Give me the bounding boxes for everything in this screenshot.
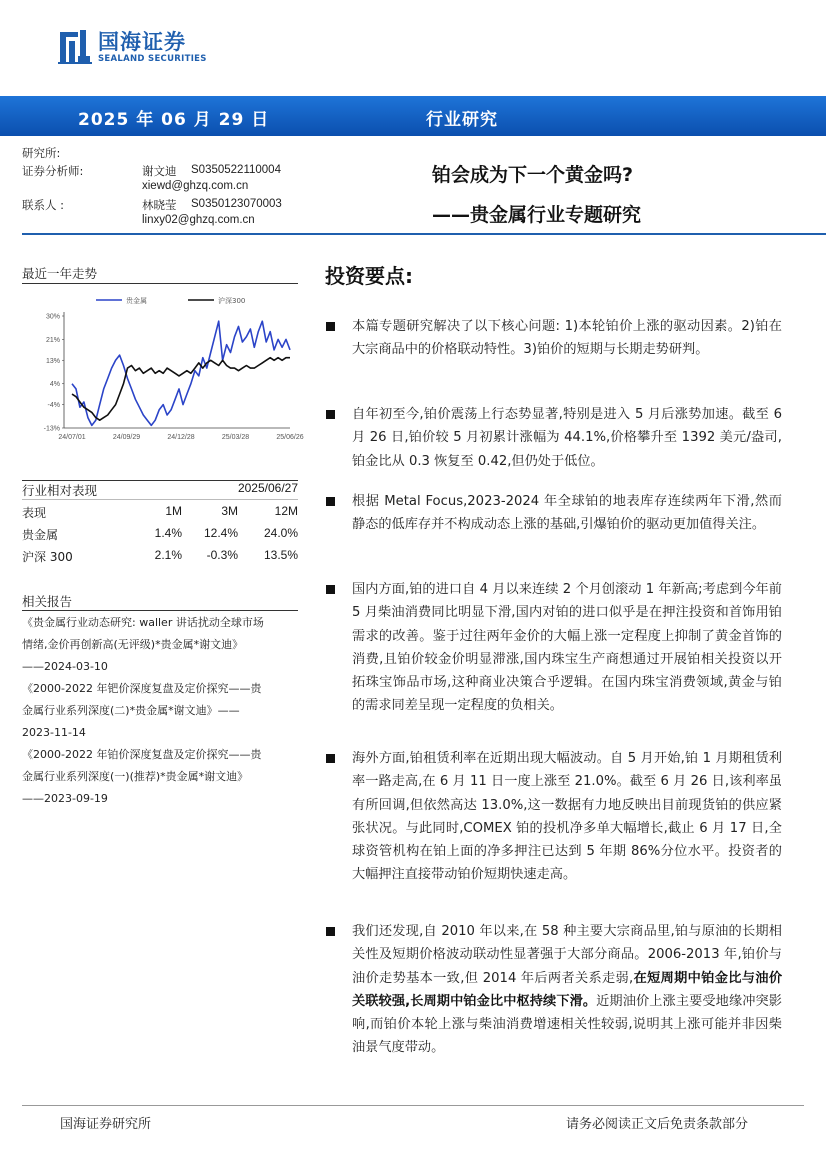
related-report-line[interactable]: 《2000-2022 年钯价深度复盘及定价探究——贵	[22, 682, 262, 695]
related-report-line[interactable]: 《2000-2022 年铂价深度复盘及定价探究——贵	[22, 748, 262, 761]
table-row	[22, 548, 298, 566]
x-tick-label: 25/03/28	[221, 434, 250, 441]
related-report-line[interactable]: 金属行业系列深度(一)(推荐)*贵金属*谢文迪》	[22, 770, 249, 783]
contact-name: 林晓莹	[142, 198, 177, 212]
perf-table-title-row	[22, 481, 298, 499]
related-report-line: ——2023-09-19	[22, 792, 108, 805]
related-report-line: ——2024-03-10	[22, 660, 108, 673]
perf-header-3m: 3M	[221, 504, 238, 518]
perf-row-1m: 2.1%	[154, 548, 182, 562]
perf-row-12m: 13.5%	[263, 548, 298, 562]
y-tick-label: -13%	[43, 425, 60, 433]
y-tick-label: 30%	[45, 313, 60, 321]
header-banner	[0, 96, 826, 136]
key-points-title: 投资要点:	[325, 264, 413, 288]
bullet-icon	[326, 322, 335, 331]
contact-email: linxy02@ghzq.com.cn	[142, 214, 255, 226]
key-point-emphasis: 在短周期中铂金比与油价关联较强,长周期中铂金比中枢持续下滑。	[352, 970, 783, 1009]
perf-header-12m: 12M	[274, 504, 298, 518]
related-report-line[interactable]: 金属行业系列深度(二)*贵金属*谢文迪》——	[22, 704, 240, 717]
y-tick-label: 4%	[49, 381, 60, 389]
institute-label: 研究所:	[22, 146, 61, 160]
bullet-icon	[326, 410, 335, 419]
key-point-text: 我们还发现,自 2010 年以来,在 58 种主要大宗商品里,铂与原油的长期相关性及短期价格波动联动性显著强于大部分商品。2006-2013 年,铂价与油价走势基本一致,但 2014 年后两者关系走弱,	[352, 924, 782, 986]
footer-disclaimer: 请务必阅读正文后免责条款部分	[566, 1117, 749, 1132]
footer-rule	[22, 1105, 804, 1106]
related-report-list	[22, 612, 302, 810]
bullet-icon	[326, 754, 335, 763]
perf-row-label: 沪深 300	[22, 550, 73, 564]
legend-label: 沪深300	[218, 297, 246, 305]
report-date: 2025 年 06 月 29 日	[78, 110, 270, 130]
perf-row-1m: 1.4%	[154, 526, 182, 540]
legend-label: 贵金属	[126, 297, 147, 305]
y-tick-label: 21%	[45, 336, 60, 344]
x-tick-label: 24/07/01	[58, 434, 86, 441]
perf-table-header	[22, 504, 298, 522]
trend-chart	[22, 288, 304, 448]
header-divider	[22, 233, 826, 235]
perf-row-3m: 12.4%	[203, 526, 238, 540]
y-tick-label: 13%	[45, 357, 60, 365]
perf-row-3m: -0.3%	[206, 548, 238, 562]
related-report-line: 2023-11-14	[22, 726, 86, 739]
logo-cn-text: 国海证券	[98, 30, 186, 54]
x-tick-label: 25/06/26	[276, 434, 304, 441]
bullet-icon	[326, 497, 335, 506]
y-tick-label: -4%	[47, 402, 60, 410]
x-tick-label: 24/09/29	[112, 434, 141, 441]
series-line	[72, 321, 290, 425]
perf-table-rule	[22, 499, 298, 500]
perf-row-12m: 24.0%	[263, 526, 298, 540]
related-report-line[interactable]: 《贵金属行业动态研究: waller 讲话扰动全球市场	[22, 616, 264, 629]
analyst-label: 证券分析师:	[22, 164, 84, 178]
perf-header-1m: 1M	[165, 504, 182, 518]
report-type: 行业研究	[426, 110, 498, 130]
report-title: 铂会成为下一个黄金吗?	[432, 164, 634, 186]
perf-table-title: 行业相对表现	[22, 483, 98, 498]
related-section-rule	[22, 610, 298, 611]
perf-table-date: 2025/06/27	[237, 481, 298, 495]
analyst-email: xiewd@ghzq.com.cn	[142, 180, 249, 192]
key-point-paragraph: 海外方面,铂租赁利率在近期出现大幅波动。自 5 月开始,铂 1 月期租赁利率一路走高,在 6 月 11 日一度上涨至 21.0%。截至 6 月 26 日,该利率虽有所回调,但依然高达 13.0%,这一数据有力地反映出目前现货铂的供应紧张状况。与此同时,COMEX 铂的投机净多单大幅增长,截止 6 月 17 日,全球资管机构在铂上面的净多押注已达到 5 年期 86%分位水平。投资者的大幅押注直接带动铂价短期快速走高。	[352, 751, 782, 883]
logo-mark-icon	[58, 28, 92, 66]
contact-id: S0350123070003	[191, 198, 282, 210]
perf-header-label: 表现	[22, 506, 47, 520]
chart-section-rule	[22, 283, 298, 284]
series-line	[72, 358, 290, 421]
chart-section-title: 最近一年走势	[22, 266, 98, 281]
footer-institute: 国海证券研究所	[60, 1117, 152, 1132]
key-point-paragraph: 国内方面,铂的进口自 4 月以来连续 2 个月创滚动 1 年新高;考虑到今年前 5 月柴油消费同比明显下滑,国内对铂的进口似乎是在押注投资和首饰用铂需求的改善。鉴于过往两年金价的大幅上涨一定程度上抑制了黄金首饰的消费,且铂价较金价明显滞涨,国内珠宝生产商想通过开展铂相关投资以开拓珠宝饰品市场,这种商业决策合乎逻辑。在国内珠宝消费领域,黄金与铂的需求同差呈现一定程度的负相关。	[352, 582, 782, 714]
x-tick-label: 24/12/28	[167, 434, 195, 441]
table-row	[22, 526, 298, 544]
key-point-text: 近期油价上涨主要受地缘冲突影响,而铂价本轮上涨与柴油消费增速相关性较弱,说明其上涨可能并非因柴油景气度带动。	[352, 993, 782, 1056]
related-report-line[interactable]: 情绪,金价再创新高(无评级)*贵金属*谢文迪》	[22, 638, 244, 651]
company-logo	[58, 28, 207, 66]
contact-label: 联系人 :	[22, 198, 65, 212]
trend-chart-svg	[22, 288, 304, 448]
report-subtitle: ——贵金属行业专题研究	[432, 204, 642, 226]
related-section-title: 相关报告	[22, 594, 73, 609]
logo-en-text: SEALAND SECURITIES	[98, 54, 207, 64]
key-point-paragraph: 根据 Metal Focus,2023-2024 年全球铂的地表库存连续两年下滑,然而静态的低库存并不构成动态上涨的基础,引爆铂价的驱动更加值得关注。	[352, 494, 782, 533]
analyst-id: S0350522110004	[191, 164, 281, 176]
bullet-icon	[326, 927, 335, 936]
perf-row-label: 贵金属	[22, 528, 59, 542]
key-point-paragraph: 本篇专题研究解决了以下核心问题: 1)本轮铂价上涨的驱动因素。2)铂在大宗商品中的价格联动特性。3)铂价的短期与长期走势研判。	[352, 319, 782, 358]
key-point-paragraph	[352, 920, 782, 1060]
key-point-paragraph: 自年初至今,铂价震荡上行态势显著,特别是进入 5 月后涨势加速。截至 6 月 26 日,铂价较 5 月初累计涨幅为 44.1%,价格攀升至 1392 美元/盎司,铂金比从 0.3 恢复至 0.42,但仍处于低位。	[352, 407, 782, 469]
analyst-name: 谢文迪	[142, 164, 177, 178]
bullet-icon	[326, 585, 335, 594]
